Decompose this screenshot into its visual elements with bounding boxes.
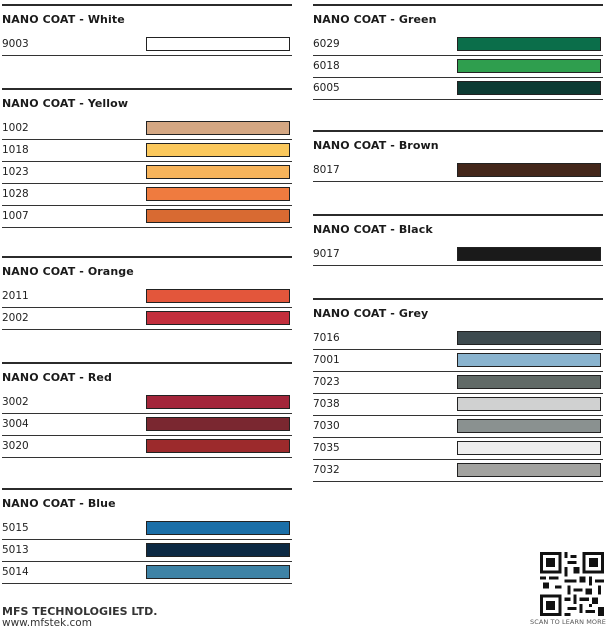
color-code: 9017 — [313, 248, 340, 260]
qr-code-icon — [540, 552, 604, 616]
swatch-row — [2, 34, 292, 56]
group-title: NANO COAT - Grey — [313, 298, 603, 328]
group-title: NANO COAT - White — [2, 4, 292, 34]
swatch-row — [2, 308, 292, 330]
group-title: NANO COAT - Yellow — [2, 88, 292, 118]
swatch-row — [2, 540, 292, 562]
color-group — [2, 88, 292, 228]
color-swatch — [146, 565, 290, 579]
color-code: 6018 — [313, 60, 340, 72]
color-code: 7001 — [313, 354, 340, 366]
color-code: 1018 — [2, 144, 29, 156]
group-title: NANO COAT - Blue — [2, 488, 292, 518]
color-code: 1028 — [2, 188, 29, 200]
color-group — [2, 488, 292, 584]
swatch-row — [313, 416, 603, 438]
color-group — [313, 4, 603, 100]
color-swatch — [457, 163, 601, 177]
color-group — [313, 298, 603, 482]
swatch-row — [2, 518, 292, 540]
color-swatch — [146, 121, 290, 135]
swatch-row — [2, 286, 292, 308]
swatch-row — [313, 394, 603, 416]
color-swatch — [457, 81, 601, 95]
website-link[interactable]: www.mfstek.com — [2, 617, 92, 629]
color-code: 7023 — [313, 376, 340, 388]
swatch-row — [313, 328, 603, 350]
color-swatch — [146, 543, 290, 557]
swatch-row — [2, 562, 292, 584]
color-code: 5014 — [2, 566, 29, 578]
group-title: NANO COAT - Green — [313, 4, 603, 34]
color-swatch — [146, 395, 290, 409]
company-name: MFS TECHNOLOGIES LTD. — [2, 605, 158, 618]
swatch-row — [313, 244, 603, 266]
color-code: 3002 — [2, 396, 29, 408]
color-code: 7032 — [313, 464, 340, 476]
color-swatch — [457, 331, 601, 345]
swatch-row — [313, 350, 603, 372]
color-code: 6029 — [313, 38, 340, 50]
color-swatch — [146, 521, 290, 535]
color-code: 5013 — [2, 544, 29, 556]
swatch-row — [2, 392, 292, 414]
color-swatch — [457, 353, 601, 367]
swatch-row — [313, 78, 603, 100]
color-swatch — [146, 187, 290, 201]
color-code: 1007 — [2, 210, 29, 222]
color-swatch — [146, 209, 290, 223]
swatch-row — [2, 140, 292, 162]
color-group — [313, 214, 603, 266]
color-swatch — [457, 463, 601, 477]
color-code: 3020 — [2, 440, 29, 452]
color-swatch — [146, 417, 290, 431]
color-swatch — [457, 397, 601, 411]
color-swatch — [457, 37, 601, 51]
group-title: NANO COAT - Brown — [313, 130, 603, 160]
color-group — [2, 4, 292, 56]
color-code: 5015 — [2, 522, 29, 534]
swatch-row — [313, 34, 603, 56]
color-code: 1023 — [2, 166, 29, 178]
swatch-row — [2, 118, 292, 140]
swatch-row — [2, 162, 292, 184]
color-code: 2002 — [2, 312, 29, 324]
color-code: 7035 — [313, 442, 340, 454]
color-group — [2, 256, 292, 330]
color-swatch — [457, 247, 601, 261]
color-swatch — [146, 289, 290, 303]
color-swatch — [457, 375, 601, 389]
group-title: NANO COAT - Orange — [2, 256, 292, 286]
swatch-row — [313, 438, 603, 460]
color-code: 6005 — [313, 82, 340, 94]
color-group — [313, 130, 603, 182]
color-group — [2, 362, 292, 458]
color-swatch — [146, 37, 290, 51]
color-swatch — [457, 59, 601, 73]
color-code: 1002 — [2, 122, 29, 134]
swatch-row — [313, 56, 603, 78]
swatch-row — [2, 436, 292, 458]
color-code: 7030 — [313, 420, 340, 432]
color-swatch — [146, 165, 290, 179]
color-code: 7016 — [313, 332, 340, 344]
color-code: 8017 — [313, 164, 340, 176]
color-code: 3004 — [2, 418, 29, 430]
swatch-row — [313, 160, 603, 182]
group-title: NANO COAT - Black — [313, 214, 603, 244]
qr-caption: SCAN TO LEARN MORE — [530, 618, 606, 626]
swatch-row — [313, 460, 603, 482]
color-code: 7038 — [313, 398, 340, 410]
swatch-row — [2, 206, 292, 228]
color-code: 9003 — [2, 38, 29, 50]
color-code: 2011 — [2, 290, 29, 302]
group-title: NANO COAT - Red — [2, 362, 292, 392]
color-swatch — [146, 439, 290, 453]
color-swatch — [146, 311, 290, 325]
color-swatch — [146, 143, 290, 157]
swatch-row — [313, 372, 603, 394]
color-swatch — [457, 441, 601, 455]
swatch-row — [2, 414, 292, 436]
swatch-row — [2, 184, 292, 206]
color-swatch — [457, 419, 601, 433]
